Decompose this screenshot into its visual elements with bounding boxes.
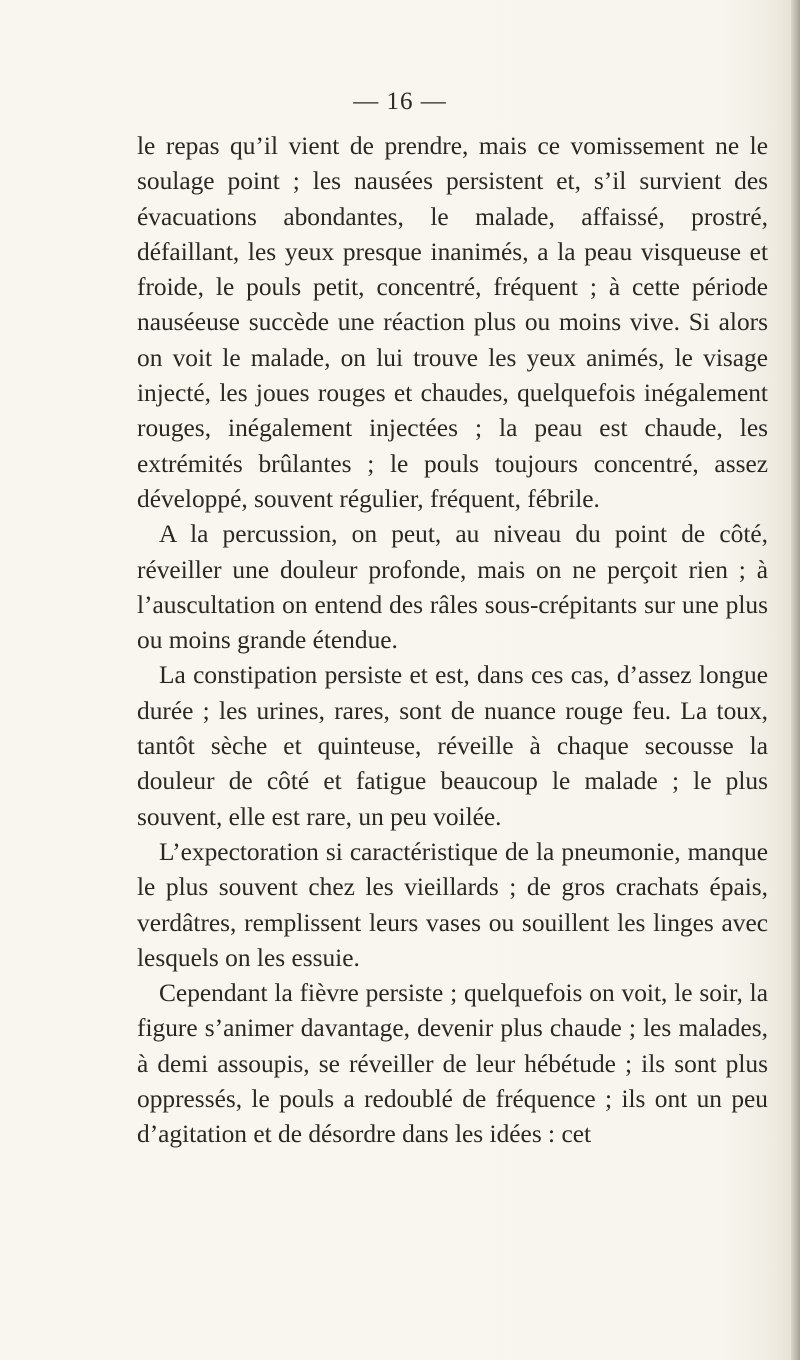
paragraph: Cependant la fièvre persiste ; quelquefois on voit, le soir, la figure s’animer davantage, devenir plus chaude ; les malades, à demi assoupis, se réveiller de leur hébétude ; ils sont plus oppressés, le pouls a redoublé de fréquence ; ils ont un peu d’agitation et de désordre dans les idées : cet [137, 979, 768, 1149]
paragraph: le repas qu’il vient de prendre, mais ce vomissement ne le soulage point ; les nausées persistent et, s’il survient des évacuations abondantes, le malade, affaissé, prostré, défaillant, les yeux presque inanimés, a la peau visqueuse et froide, le pouls petit, concentré, fréquent ; à cette période nauséeuse succède une réaction plus ou moins vive. Si alors on voit le malade, on lui trouve les yeux animés, le visage injecté, les joues rouges et chaudes, quelquefois inégalement rouges, inégalement injectées ; la peau est chaude, les extrémités brûlantes ; le pouls toujours concentré, assez développé, souvent régulier, fréquent, fébrile. [137, 132, 768, 513]
paragraph: La constipation persiste et est, dans ces cas, d’assez longue durée ; les urines, rares, sont de nuance rouge feu. La toux, tantôt sèche et quinteuse, réveille à chaque secousse la douleur de côté et fatigue beaucoup le malade ; le plus souvent, elle est rare, un peu voilée. [137, 661, 768, 831]
page-edge-shadow [791, 0, 800, 1360]
page-number: — 16 — [353, 88, 447, 115]
body-text [137, 129, 768, 1153]
paragraph: A la percussion, on peut, au niveau du point de côté, réveiller une douleur profonde, mais on ne perçoit rien ; à l’auscultation on entend des râles sous-crépitants sur une plus ou moins grande étendue. [137, 520, 768, 655]
paragraph: L’expectoration si caractéristique de la pneumonie, manque le plus souvent chez les vieillards ; de gros crachats épais, verdâtres, remplissent leurs vases ou souillent les linges avec lesquels on les essuie. [137, 837, 768, 972]
